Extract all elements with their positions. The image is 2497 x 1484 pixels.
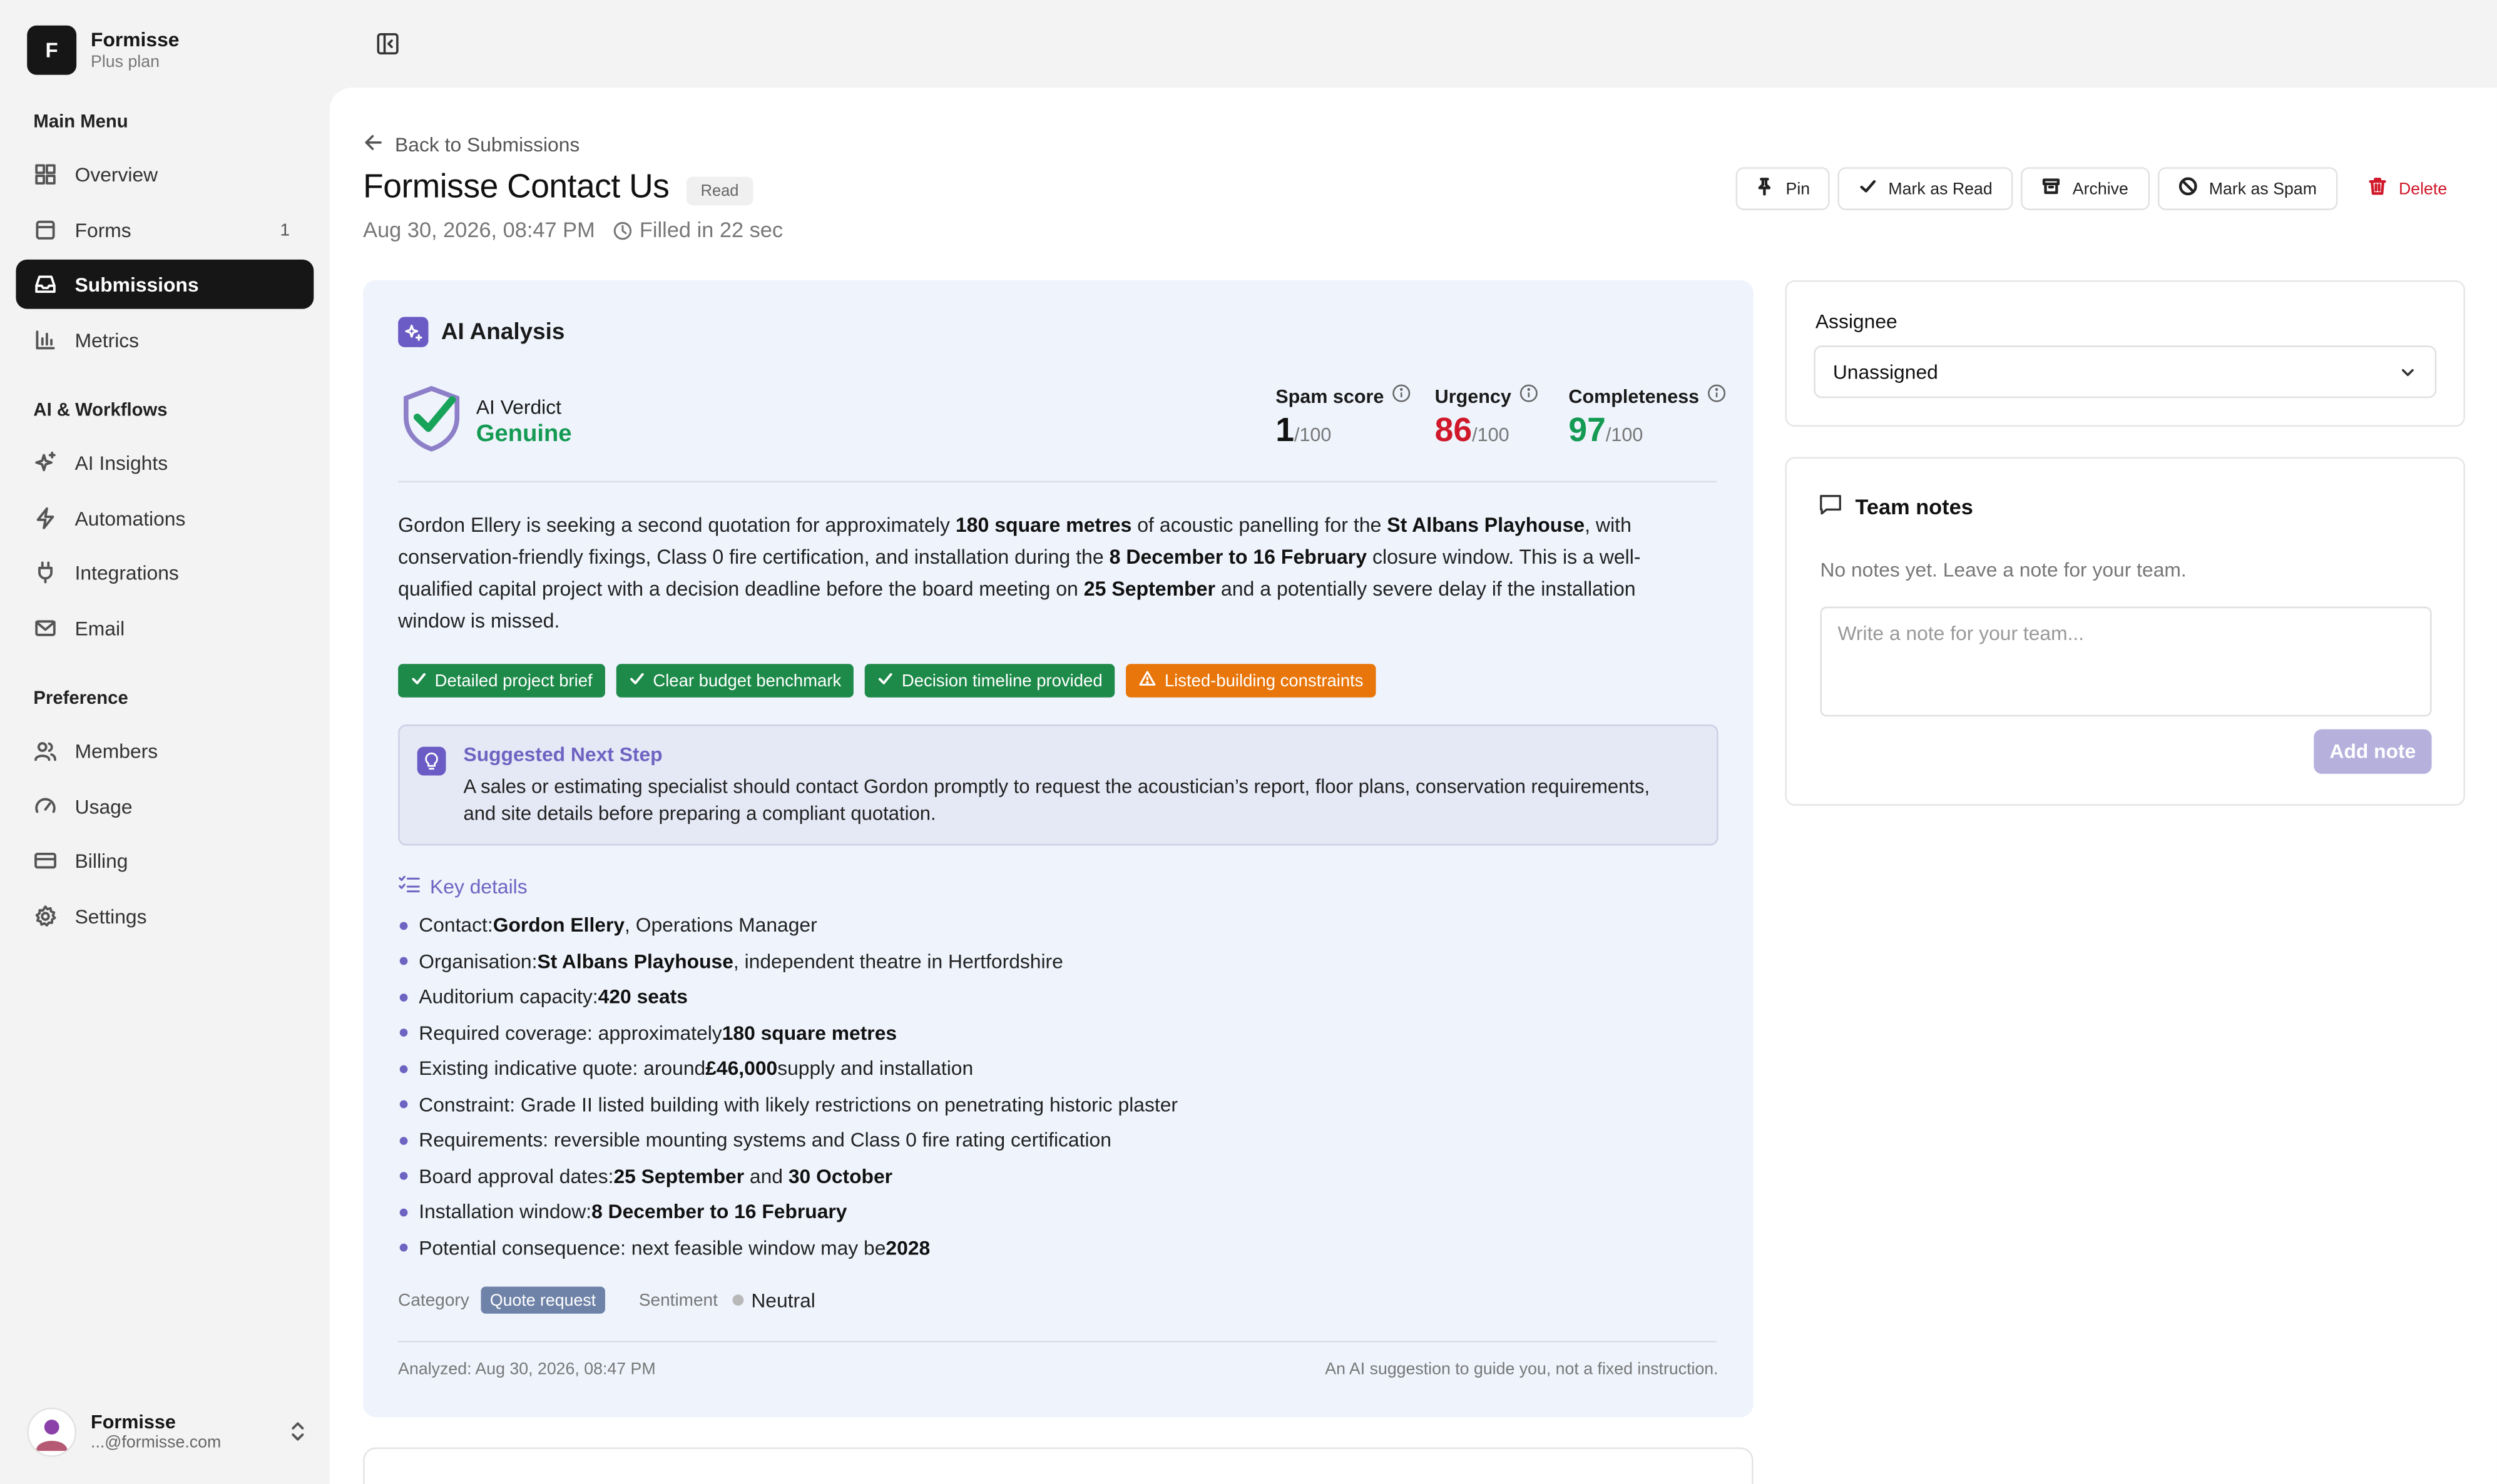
detail-highlight: St Albans Playhouse: [537, 950, 733, 973]
sidebar-toggle-icon[interactable]: [374, 30, 401, 57]
summary-highlight: 180 square metres: [955, 514, 1132, 537]
sidebar-item-overview[interactable]: [16, 150, 314, 199]
warning-tag: [1126, 664, 1376, 697]
sidebar-item-label: Submissions: [74, 273, 199, 296]
key-details-list: [398, 908, 1178, 1266]
sidebar-item-label: Email: [74, 617, 125, 639]
lightbulb-icon: [417, 747, 446, 776]
ai-analysis-header: [398, 317, 564, 347]
detail-text: supply and installation: [777, 1057, 974, 1080]
archive-button-label: Archive: [2072, 179, 2128, 198]
summary-text: of acoustic panelling for the: [1131, 514, 1387, 537]
main-menu-heading: Main Menu: [33, 113, 128, 133]
detail-text: Contact:: [419, 914, 493, 937]
category-badge: Quote request: [481, 1286, 606, 1313]
detail-text: Installation window:: [419, 1201, 592, 1224]
users-icon: [33, 739, 57, 763]
avatar: [27, 1407, 76, 1456]
archive-button[interactable]: [2021, 167, 2150, 210]
signal-tag-label: Listed-building constraints: [1164, 671, 1364, 691]
brand-logo: F: [27, 26, 76, 75]
classification-row: [398, 1286, 815, 1313]
score-value: 97: [1568, 412, 1606, 449]
workspace-name: Formisse: [91, 28, 180, 51]
category-label: Category: [398, 1290, 469, 1310]
spam-score: [1275, 384, 1411, 450]
sidebar-item-ai-insights[interactable]: [16, 438, 314, 487]
user-menu[interactable]: [27, 1406, 307, 1456]
status-badge: Read: [687, 177, 753, 206]
ai-analysis-title: AI Analysis: [441, 319, 565, 345]
ai-workflows-heading: AI & Workflows: [33, 401, 168, 420]
fill-time: Filled in 22 sec: [639, 218, 784, 242]
suggested-next-step: [398, 724, 1718, 845]
pin-icon: [1755, 177, 1775, 201]
credit-card-icon: [33, 849, 57, 873]
assignee-value: Unassigned: [1832, 360, 1938, 384]
assignee-select[interactable]: [1814, 345, 2436, 398]
sidebar-item-label: Usage: [74, 795, 133, 818]
detail-text: Board approval dates:: [419, 1165, 614, 1188]
detail-text: Required coverage: approximately: [419, 1022, 722, 1044]
chevron-up-down-icon[interactable]: [289, 1419, 308, 1452]
detail-text: Requirements: reversible mounting systems and Class 0 fire rating certification: [419, 1129, 1111, 1152]
score-label: Completeness: [1568, 384, 1700, 407]
verdict-label: AI Verdict: [476, 396, 561, 419]
sidebar-item-integrations[interactable]: [16, 548, 314, 597]
sidebar-item-automations[interactable]: [16, 494, 314, 543]
score-value: 1: [1275, 412, 1294, 449]
ai-analysis-card: [363, 280, 1753, 1417]
signal-tag-label: Decision timeline provided: [901, 671, 1103, 691]
check-icon: [878, 670, 894, 691]
urgency-score: [1435, 384, 1538, 450]
grid-icon: [33, 163, 57, 186]
detail-highlight: 25 September: [613, 1165, 745, 1188]
list-item: [398, 1194, 1178, 1230]
signal-tag-label: Detailed project brief: [434, 671, 593, 691]
detail-text: Existing indicative quote: around: [419, 1057, 706, 1080]
list-item: [398, 908, 1178, 943]
assignee-panel: [1785, 280, 2465, 427]
sidebar-item-billing[interactable]: [16, 836, 314, 885]
sidebar-item-label: Settings: [74, 905, 147, 928]
sidebar-item-label: Members: [74, 739, 158, 762]
arrow-left-icon: [363, 132, 384, 158]
back-link-label: Back to Submissions: [395, 133, 580, 156]
bolt-icon: [33, 506, 57, 530]
list-item: [398, 1051, 1178, 1087]
detail-highlight: Gordon Ellery: [493, 914, 625, 937]
list-item: [398, 1087, 1178, 1122]
sidebar-item-email[interactable]: [16, 604, 314, 653]
ai-disclaimer: An AI suggestion to guide you, not a fixed instruction.: [1325, 1359, 1718, 1380]
check-icon: [1858, 177, 1877, 201]
inbox-icon: [33, 272, 57, 296]
sidebar-item-label: Metrics: [74, 328, 140, 352]
forms-count-badge: 1: [280, 220, 290, 240]
summary-text: and a potentially severe delay if the installation window is missed.: [398, 577, 1636, 633]
ai-verdict: [400, 384, 572, 462]
detail-text: , independent theatre in Hertfordshire: [733, 950, 1063, 973]
detail-highlight: 8 December to 16 February: [591, 1201, 847, 1224]
list-item: [398, 943, 1178, 979]
sidebar-item-metrics[interactable]: [16, 315, 314, 365]
gauge-icon: [33, 795, 57, 818]
summary-text: Gordon Ellery is seeking a second quotation for approximately: [398, 514, 956, 537]
chevron-down-icon: [2398, 363, 2418, 387]
list-item: [398, 1159, 1178, 1194]
archive-icon: [2042, 177, 2061, 201]
detail-highlight: 30 October: [788, 1165, 893, 1188]
detail-text: , Operations Manager: [625, 914, 817, 937]
warning-icon: [1139, 670, 1157, 691]
score-max: /100: [1605, 423, 1643, 446]
sidebar-item-label: Billing: [74, 849, 128, 872]
sidebar-item-label: AI Insights: [74, 451, 168, 474]
signal-tag: [398, 664, 605, 697]
sidebar-item-label: Automations: [74, 507, 186, 530]
shield-check-icon: [400, 384, 464, 462]
user-name: Formisse: [91, 1410, 176, 1433]
sidebar: [0, 0, 330, 1484]
mark-as-spam-button[interactable]: [2158, 167, 2338, 210]
score-label: Spam score: [1275, 384, 1384, 407]
team-notes-title: Team notes: [1855, 495, 1973, 519]
sidebar-item-label: Integrations: [74, 561, 179, 584]
detail-text: and: [744, 1165, 789, 1188]
summary-highlight: 8 December to 16 February: [1109, 546, 1367, 569]
workspace-switcher[interactable]: [27, 26, 179, 75]
divider: [398, 1341, 1717, 1343]
submission-meta: [363, 218, 783, 242]
file-icon: [33, 218, 57, 242]
submission-date: Aug 30, 2026, 08:47 PM: [363, 218, 595, 242]
detail-highlight: 180 square metres: [722, 1022, 897, 1044]
summary-text: , with conservation-friendly fixings, Class 0 fire certification, and installation during the: [398, 514, 1631, 569]
clock-icon: [613, 220, 632, 240]
detail-highlight: £46,000: [705, 1057, 778, 1080]
pin-button-label: Pin: [1785, 179, 1810, 198]
message-icon: [1819, 494, 1842, 521]
score-value: 86: [1434, 412, 1473, 449]
delete-button-label: Delete: [2398, 179, 2448, 198]
summary-text: closure window. This is a well-qualified capital project with a decision deadline before the board meeting on: [398, 546, 1641, 601]
bar-chart-icon: [33, 328, 57, 352]
signal-tag: [616, 664, 854, 697]
detail-highlight: 2028: [886, 1236, 931, 1259]
mail-icon: [33, 616, 57, 640]
main-content: [330, 88, 2497, 1484]
info-icon[interactable]: [1519, 384, 1539, 407]
list-item: [398, 979, 1178, 1015]
next-step-title: Suggested Next Step: [463, 743, 663, 766]
workspace-plan: Plus plan: [91, 51, 160, 71]
summary-highlight: St Albans Playhouse: [1387, 514, 1585, 537]
sidebar-item-settings[interactable]: [16, 892, 314, 941]
list-item: [398, 1122, 1178, 1158]
analyzed-timestamp: Analyzed: Aug 30, 2026, 08:47 PM: [398, 1359, 656, 1380]
team-notes-empty: No notes yet. Leave a note for your team.: [1820, 559, 2187, 581]
sentiment-value: Neutral: [751, 1289, 815, 1311]
signal-tags: [398, 664, 1376, 697]
add-note-button[interactable]: Add note: [2314, 729, 2431, 774]
sparkles-icon: [33, 450, 57, 474]
sidebar-item-usage[interactable]: [16, 782, 314, 831]
detail-text: Organisation:: [419, 950, 538, 973]
mark-as-read-label: Mark as Read: [1888, 179, 1993, 198]
info-icon[interactable]: [1707, 384, 1727, 407]
submission-fields-card: [363, 1447, 1753, 1484]
back-link[interactable]: [363, 132, 580, 158]
sidebar-item-members[interactable]: [16, 726, 314, 776]
detail-text: Constraint: Grade II listed building with likely restrictions on penetrating historic plaster: [419, 1093, 1178, 1116]
user-email: ...@formisse.com: [91, 1432, 222, 1451]
preference-heading: Preference: [33, 689, 128, 709]
ban-icon: [2178, 177, 2198, 201]
ai-summary: [398, 509, 1685, 637]
completeness-score: [1568, 384, 1726, 450]
score-max: /100: [1472, 423, 1509, 446]
signal-tag: [865, 664, 1115, 697]
plug-icon: [33, 561, 57, 584]
pin-button[interactable]: [1736, 167, 1830, 210]
detail-text: Auditorium capacity:: [419, 986, 598, 1009]
next-step-text: A sales or estimating specialist should contact Gordon promptly to request the acoustician’s report, floor plans, conservation requirements, and site details before preparing a compliant quotation.: [463, 775, 1650, 825]
signal-tag-label: Clear budget benchmark: [653, 671, 842, 691]
verdict-value: Genuine: [476, 420, 572, 448]
key-details-title: Key details: [430, 875, 528, 898]
sidebar-item-label: Forms: [74, 218, 131, 241]
info-icon[interactable]: [1392, 384, 1411, 407]
key-details-heading: [398, 874, 528, 898]
sidebar-item-label: Overview: [74, 163, 158, 186]
list-checks-icon: [398, 874, 421, 898]
assignee-label: Assignee: [1815, 310, 1897, 333]
sidebar-item-forms[interactable]: [16, 205, 314, 255]
ai-sparkle-icon: [398, 317, 428, 347]
sidebar-item-submissions[interactable]: [16, 260, 314, 309]
score-max: /100: [1294, 423, 1332, 446]
sentiment-dot: [732, 1294, 743, 1306]
sentiment-label: Sentiment: [638, 1290, 718, 1310]
trash-icon: [2369, 177, 2388, 201]
team-note-input[interactable]: [1820, 607, 2431, 717]
list-item: [398, 1230, 1178, 1266]
detail-highlight: 420 seats: [598, 986, 688, 1009]
page-title: Formisse Contact Us: [363, 168, 670, 206]
check-icon: [629, 670, 645, 691]
gear-icon: [33, 905, 57, 928]
score-label: Urgency: [1434, 384, 1511, 407]
summary-highlight: 25 September: [1083, 577, 1216, 601]
list-item: [398, 1015, 1178, 1051]
mark-as-spam-label: Mark as Spam: [2208, 179, 2317, 198]
divider: [398, 481, 1717, 483]
team-notes-header: [1819, 494, 1973, 521]
mark-as-read-button[interactable]: [1837, 167, 2013, 210]
team-notes-panel: [1785, 457, 2465, 805]
detail-text: Potential consequence: next feasible window may be: [419, 1236, 886, 1259]
delete-button[interactable]: [2352, 167, 2463, 210]
check-icon: [411, 670, 427, 691]
